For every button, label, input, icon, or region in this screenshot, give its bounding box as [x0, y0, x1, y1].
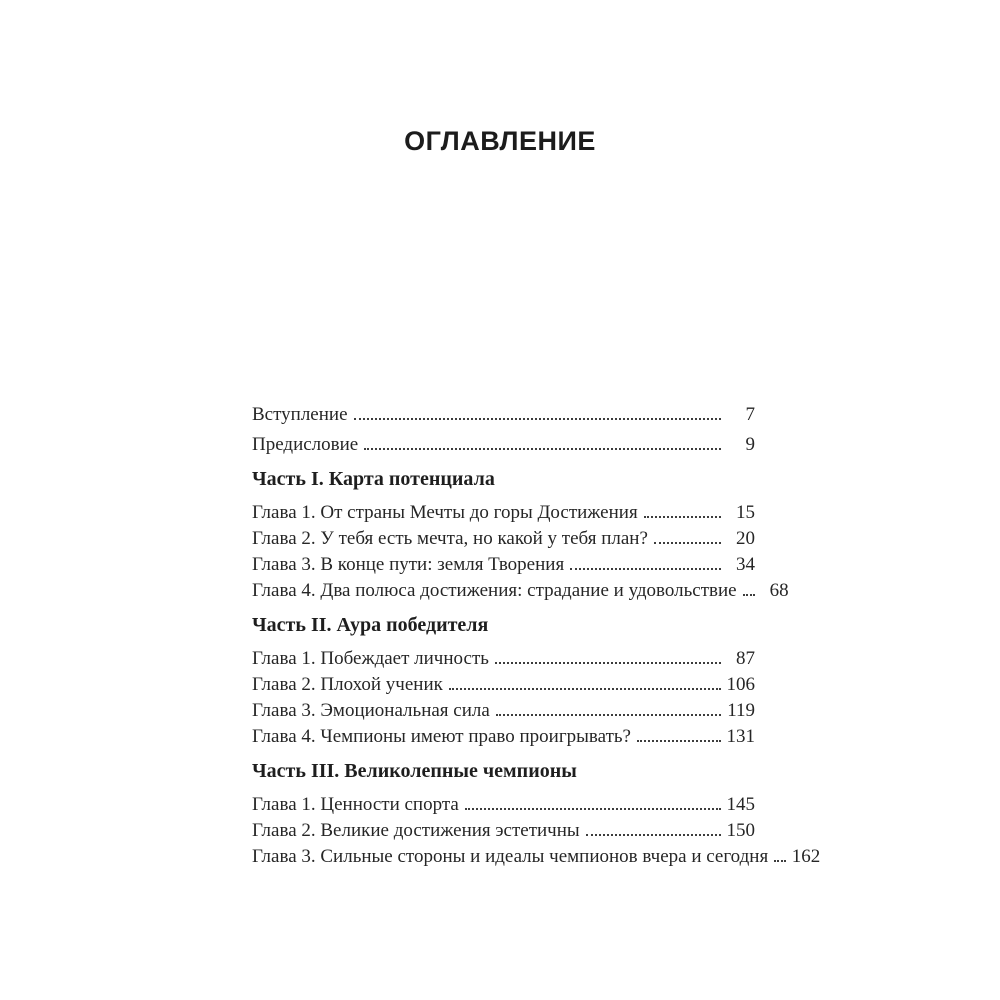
- toc-entry-page: 150: [726, 820, 755, 841]
- dot-leader: [586, 834, 721, 836]
- dot-leader: [570, 568, 721, 570]
- toc-entry: [252, 550, 755, 576]
- toc-entry: [252, 426, 755, 456]
- dot-leader: [465, 808, 721, 810]
- toc-entry: [252, 644, 755, 670]
- toc-entry-label: Глава 4. Чемпионы имеют право проигрывать?: [252, 726, 631, 747]
- toc-entry: [252, 816, 755, 842]
- page-title: ОГЛАВЛЕНИЕ: [404, 126, 596, 156]
- toc-entry-page: 9: [745, 434, 755, 455]
- toc-entry-page: 34: [736, 554, 755, 575]
- toc-entry: [252, 396, 755, 426]
- dot-leader: [743, 594, 755, 596]
- dot-leader: [449, 688, 721, 690]
- part-heading: Часть III. Великолепные чемпионы: [252, 760, 577, 782]
- dot-leader: [774, 860, 786, 862]
- dot-leader: [496, 714, 721, 716]
- toc-entry-page: 15: [736, 502, 755, 523]
- toc-entry-page: 106: [726, 674, 755, 695]
- toc-entry: [252, 722, 755, 748]
- toc-entry: [252, 670, 755, 696]
- part-heading: Часть II. Аура победителя: [252, 614, 489, 636]
- toc-entry-label: Глава 4. Два полюса достижения: страдание и удовольствие: [252, 580, 737, 601]
- toc-entry: [252, 524, 755, 550]
- toc-entry-label: Глава 3. В конце пути: земля Творения: [252, 554, 565, 575]
- toc-entry-page: 145: [726, 794, 755, 815]
- toc-entry-label: Глава 3. Сильные стороны и идеалы чемпионов вчера и сегодня: [252, 846, 769, 867]
- toc-entry-label: Глава 1. Побеждает личность: [252, 648, 489, 669]
- toc-entry-label: Глава 1. Ценности спорта: [252, 794, 459, 815]
- dot-leader: [637, 740, 721, 742]
- toc-entry: [252, 842, 821, 868]
- toc-entry: [252, 696, 755, 722]
- toc-list: [252, 396, 821, 868]
- toc-entry-label: Глава 2. У тебя есть мечта, но какой у тебя план?: [252, 528, 648, 549]
- dot-leader: [364, 448, 721, 450]
- dot-leader: [654, 542, 721, 544]
- toc-entry-label: Глава 3. Эмоциональная сила: [252, 700, 490, 721]
- toc-entry-page: 162: [791, 846, 821, 867]
- toc-entry: [252, 498, 755, 524]
- dot-leader: [354, 418, 721, 420]
- toc-entry-page: 119: [727, 700, 755, 721]
- toc-entry-label: Глава 2. Плохой ученик: [252, 674, 443, 695]
- toc-entry-label: Предисловие: [252, 434, 359, 455]
- toc-entry-page: 68: [769, 580, 789, 601]
- toc-entry-page: 7: [745, 404, 755, 425]
- part-heading: Часть I. Карта потенциала: [252, 468, 495, 490]
- toc-entry: [252, 790, 755, 816]
- toc-entry-page: 131: [726, 726, 755, 747]
- toc-entry-label: Глава 1. От страны Мечты до горы Достижения: [252, 502, 638, 523]
- toc-entry-page: 20: [736, 528, 755, 549]
- dot-leader: [495, 662, 721, 664]
- dot-leader: [644, 516, 721, 518]
- toc-entry-label: Глава 2. Великие достижения эстетичны: [252, 820, 580, 841]
- toc-entry: [252, 576, 789, 602]
- toc-entry-label: Вступление: [252, 404, 348, 425]
- toc-entry-page: 87: [736, 648, 755, 669]
